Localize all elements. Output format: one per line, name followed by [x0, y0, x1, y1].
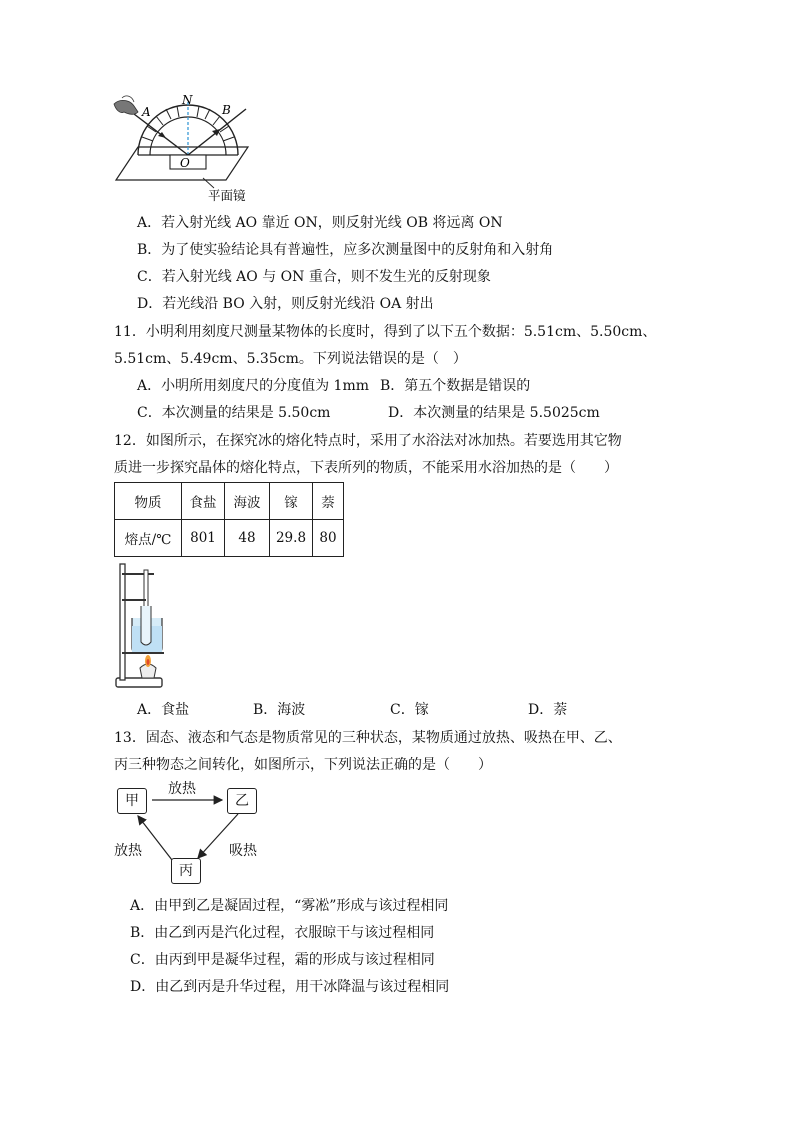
q12-option-b: B．海波	[253, 702, 306, 718]
q11-option-c: C．本次测量的结果是 5.50cm	[137, 405, 331, 421]
label-release-heat-top: 放热	[168, 781, 196, 797]
label-b: B	[222, 103, 231, 117]
table-cell: 29.8	[270, 520, 313, 557]
q11-stem-line2: 5.51cm、5.49cm、5.35cm。下列说法错误的是（ ）	[114, 351, 467, 367]
mirror-caption: 平面镜	[208, 188, 246, 203]
state-box-jia: 甲	[117, 788, 147, 814]
table-cell: 48	[225, 520, 270, 557]
q12-option-c: C．镓	[390, 702, 429, 718]
label-o: O	[180, 156, 190, 170]
water-bath-apparatus-figure	[112, 560, 170, 690]
table-cell: 801	[182, 520, 225, 557]
table-header-cell: 镓	[270, 483, 313, 520]
table-header-cell: 萘	[313, 483, 344, 520]
q10-option-c: C．若入射光线 AO 与 ON 重合，则不发生光的反射现象	[137, 269, 491, 285]
table-cell: 80	[313, 520, 344, 557]
q13-stem-line2: 丙三种物态之间转化，如图所示，下列说法正确的是（ ）	[114, 757, 492, 773]
q12-option-a: A．食盐	[137, 702, 190, 718]
q12-stem-line2: 质进一步探究晶体的熔化特点，下表所列的物质，不能采用水浴加热的是（ ）	[114, 460, 618, 476]
table-row-label: 熔点/℃	[115, 520, 182, 557]
label-a: A	[142, 105, 151, 119]
q11-stem-line1: 11．小明利用刻度尺测量某物体的长度时，得到了以下五个数据：5.51cm、5.50cm、	[114, 324, 657, 340]
table-row	[115, 483, 344, 520]
q13-option-a: A．由甲到乙是凝固过程，“雾凇”形成与该过程相同	[130, 898, 449, 914]
q10-option-d: D．若光线沿 BO 入射，则反射光线沿 OA 射出	[137, 296, 434, 312]
table-header-cell: 食盐	[182, 483, 225, 520]
label-n: N	[182, 93, 193, 107]
reflection-apparatus-figure	[108, 92, 258, 204]
q12-stem-line1: 12．如图所示，在探究冰的熔化特点时，采用了水浴法对冰加热。若要选用其它物	[114, 433, 622, 449]
q13-option-c: C．由丙到甲是凝华过程，霜的形成与该过程相同	[130, 952, 435, 968]
q13-stem-line1: 13．固态、液态和气态是物质常见的三种状态，某物质通过放热、吸热在甲、乙、	[114, 730, 622, 746]
label-absorb-heat-right: 吸热	[229, 843, 257, 859]
q13-option-d: D．由乙到丙是升华过程，用干冰降温与该过程相同	[130, 979, 450, 995]
table-row	[115, 520, 344, 557]
q11-option-a: A．小明所用刻度尺的分度值为 1mm	[137, 378, 370, 394]
table-header-cell: 海波	[225, 483, 270, 520]
q10-option-a: A．若入射光线 AO 靠近 ON，则反射光线 OB 将远离 ON	[137, 215, 503, 231]
melting-point-table	[114, 482, 344, 557]
table-header-cell: 物质	[115, 483, 182, 520]
q11-option-d: D．本次测量的结果是 5.5025cm	[388, 405, 600, 421]
q11-option-b: B．第五个数据是错误的	[380, 378, 531, 394]
q13-option-b: B．由乙到丙是汽化过程，衣服晾干与该过程相同	[130, 925, 435, 941]
label-release-heat-left: 放热	[114, 843, 142, 859]
state-box-bing: 丙	[171, 858, 201, 884]
state-box-yi: 乙	[227, 788, 257, 814]
q12-option-d: D．萘	[528, 702, 568, 718]
q10-option-b: B．为了使实验结论具有普遍性，应多次测量图中的反射角和入射角	[137, 242, 554, 258]
